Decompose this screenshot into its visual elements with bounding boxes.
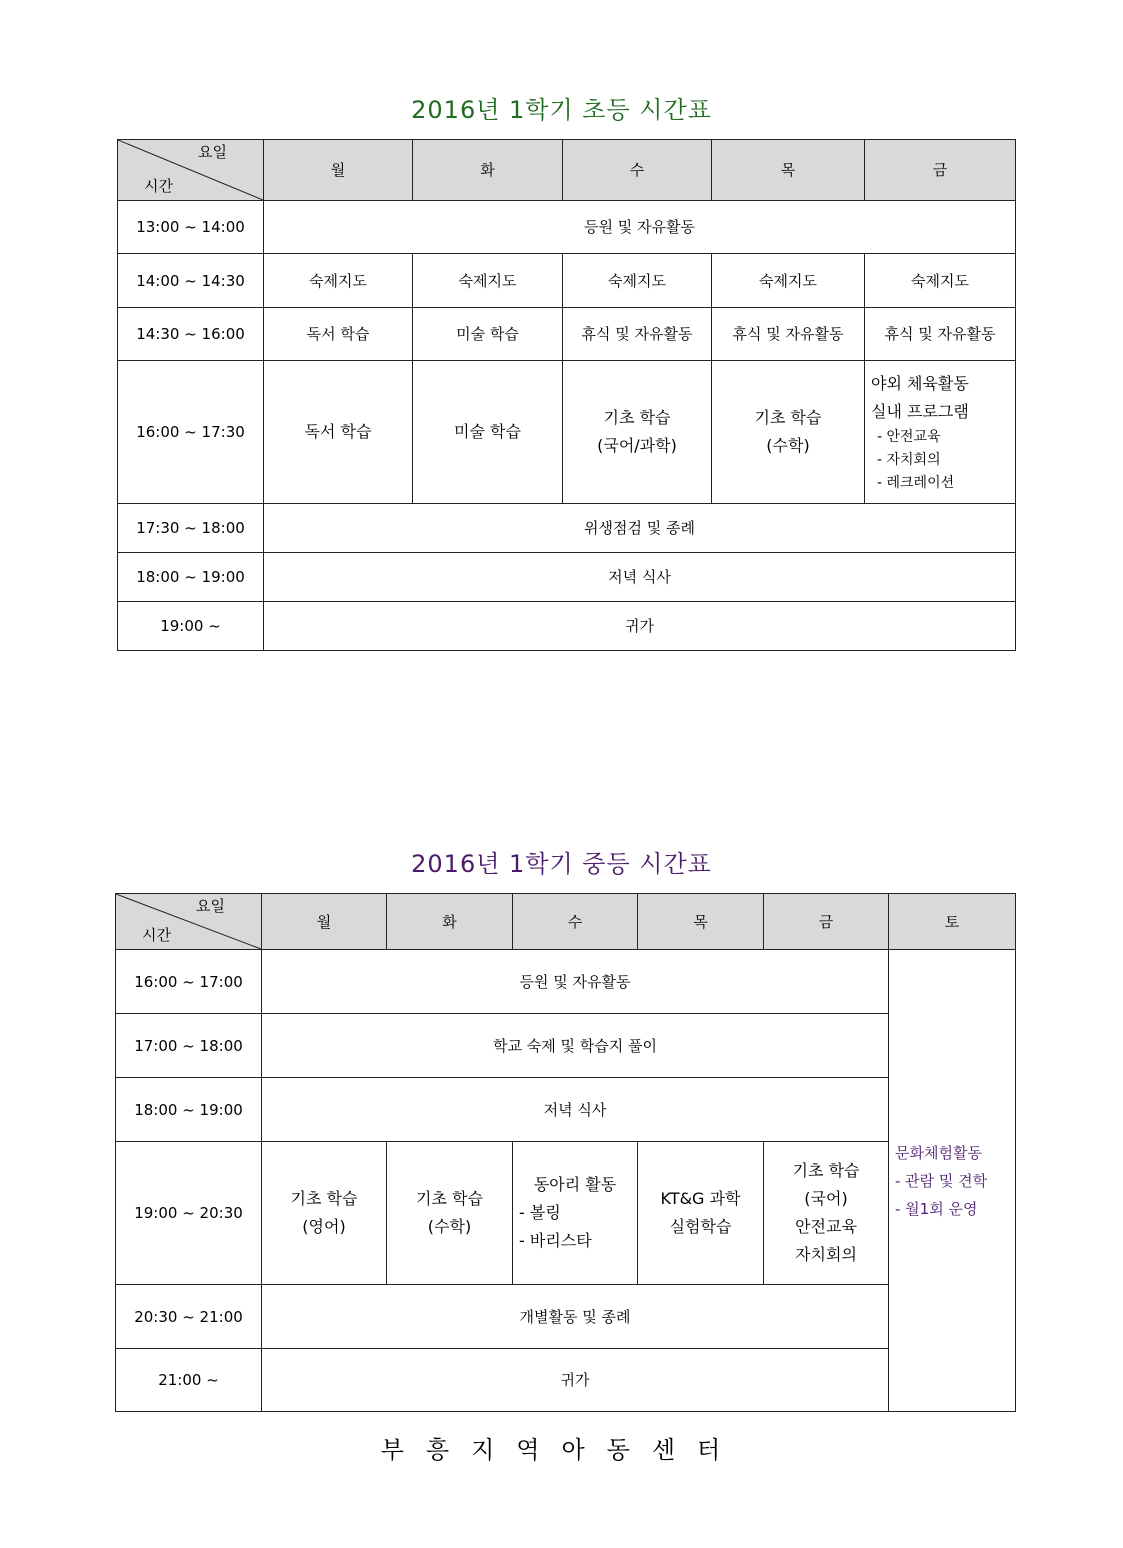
header-row [118, 140, 1016, 201]
activity-line: 기초 학습 [290, 1189, 358, 1208]
time-cell: 13:00 ~ 14:00 [118, 201, 264, 254]
activity-cell: 숙제지도 [712, 254, 865, 308]
activity-cell: 저녁 식사 [262, 1078, 889, 1142]
activity-cell [638, 1142, 764, 1285]
activity-cell [513, 1142, 638, 1285]
table-row [116, 950, 1016, 1014]
activity-line: 실내 프로그램 [871, 401, 969, 421]
activity-cell: 등원 및 자유활동 [264, 201, 1016, 254]
time-cell: 21:00 ~ [116, 1349, 262, 1412]
day-header-mon: 월 [262, 894, 387, 950]
day-header-fri: 금 [764, 894, 889, 950]
table-row [116, 1142, 1016, 1285]
activity-line: KT&G 과학 [660, 1189, 741, 1208]
table-row [118, 201, 1016, 254]
activity-cell: 숙제지도 [563, 254, 712, 308]
time-cell: 14:00 ~ 14:30 [118, 254, 264, 308]
day-header-thu: 목 [638, 894, 764, 950]
corner-day-label: 요일 [196, 897, 225, 915]
activity-subline: - 안전교육 [877, 428, 941, 445]
table-row [118, 504, 1016, 553]
table-row [118, 602, 1016, 651]
day-header-tue: 화 [387, 894, 513, 950]
header-row [116, 894, 1016, 950]
activity-cell: 휴식 및 자유활동 [712, 308, 865, 361]
day-header-fri: 금 [865, 140, 1016, 201]
time-cell: 16:00 ~ 17:30 [118, 361, 264, 504]
activity-cell: 개별활동 및 종례 [262, 1285, 889, 1349]
activity-line: (영어) [302, 1217, 346, 1236]
activity-cell [712, 361, 865, 504]
activity-line: - 볼링 [519, 1203, 561, 1222]
corner-day-label: 요일 [198, 143, 227, 161]
table-row [116, 1349, 1016, 1412]
table-row [118, 254, 1016, 308]
activity-line: - 월1회 운영 [895, 1199, 978, 1218]
activity-cell [262, 1142, 387, 1285]
time-cell: 16:00 ~ 17:00 [116, 950, 262, 1014]
time-cell: 14:30 ~ 16:00 [118, 308, 264, 361]
activity-line: 야외 체육활동 [871, 373, 969, 393]
activity-cell: 숙제지도 [264, 254, 413, 308]
time-cell: 19:00 ~ [118, 602, 264, 651]
activity-subline: - 레크레이션 [877, 474, 955, 491]
elementary-timetable [117, 139, 1016, 651]
table-row [118, 361, 1016, 504]
activity-line: 기초 학습 [754, 408, 822, 427]
diagonal-line [118, 140, 263, 200]
diagonal-line [116, 894, 261, 949]
activity-cell: 숙제지도 [413, 254, 563, 308]
activity-cell [563, 361, 712, 504]
corner-time-label: 시간 [142, 926, 171, 944]
activity-line: - 바리스타 [519, 1231, 592, 1250]
time-cell: 18:00 ~ 19:00 [118, 553, 264, 602]
time-cell: 20:30 ~ 21:00 [116, 1285, 262, 1349]
activity-cell: 등원 및 자유활동 [262, 950, 889, 1014]
activity-cell: 귀가 [264, 602, 1016, 651]
activity-cell [387, 1142, 513, 1285]
activity-line: 자치회의 [795, 1245, 857, 1264]
activity-cell: 귀가 [262, 1349, 889, 1412]
day-header-mon: 월 [264, 140, 413, 201]
center-name-footer: 부흥지역아동센터 [380, 1436, 743, 1464]
activity-cell: 휴식 및 자유활동 [865, 308, 1016, 361]
time-cell: 17:30 ~ 18:00 [118, 504, 264, 553]
activity-cell: 미술 학습 [413, 308, 563, 361]
day-header-sat: 토 [889, 894, 1016, 950]
day-header-wed: 수 [563, 140, 712, 201]
activity-line: - 관람 및 견학 [895, 1171, 988, 1190]
activity-line: 동아리 활동 [533, 1175, 617, 1194]
table-row [116, 1078, 1016, 1142]
activity-line: 실험학습 [669, 1217, 732, 1236]
middle-timetable [115, 893, 1016, 1412]
activity-cell: 독서 학습 [264, 308, 413, 361]
activity-cell: 휴식 및 자유활동 [563, 308, 712, 361]
activity-cell: 숙제지도 [865, 254, 1016, 308]
activity-line: 기초 학습 [792, 1161, 860, 1180]
day-header-thu: 목 [712, 140, 865, 201]
activity-cell [865, 361, 1016, 504]
table-row [116, 1014, 1016, 1078]
time-cell: 17:00 ~ 18:00 [116, 1014, 262, 1078]
activity-cell: 위생점검 및 종례 [264, 504, 1016, 553]
activity-line: 안전교육 [795, 1217, 857, 1236]
table-row [118, 553, 1016, 602]
activity-line: (수학) [766, 436, 810, 455]
middle-title: 2016년 1학기 중등 시간표 [411, 850, 712, 878]
activity-line: 기초 학습 [603, 408, 671, 427]
activity-line: (국어/과학) [597, 436, 677, 455]
time-cell: 19:00 ~ 20:30 [116, 1142, 262, 1285]
activity-cell: 미술 학습 [413, 361, 563, 504]
elementary-title: 2016년 1학기 초등 시간표 [411, 96, 712, 124]
activity-cell: 독서 학습 [264, 361, 413, 504]
activity-line: (수학) [427, 1217, 472, 1236]
activity-cell: 학교 숙제 및 학습지 풀이 [262, 1014, 889, 1078]
activity-subline: - 자치회의 [877, 451, 941, 468]
corner-time-label: 시간 [144, 177, 173, 195]
day-header-wed: 수 [513, 894, 638, 950]
activity-line: 기초 학습 [416, 1189, 483, 1208]
corner-header-cell [118, 140, 264, 201]
time-cell: 18:00 ~ 19:00 [116, 1078, 262, 1142]
activity-line: (국어) [804, 1189, 848, 1208]
day-header-tue: 화 [413, 140, 563, 201]
activity-cell: 저녁 식사 [264, 553, 1016, 602]
activity-cell [764, 1142, 889, 1285]
table-row [116, 1285, 1016, 1349]
activity-line: 문화체험활동 [895, 1143, 982, 1162]
table-row [118, 308, 1016, 361]
saturday-cell [889, 950, 1016, 1412]
corner-header-cell [116, 894, 262, 950]
